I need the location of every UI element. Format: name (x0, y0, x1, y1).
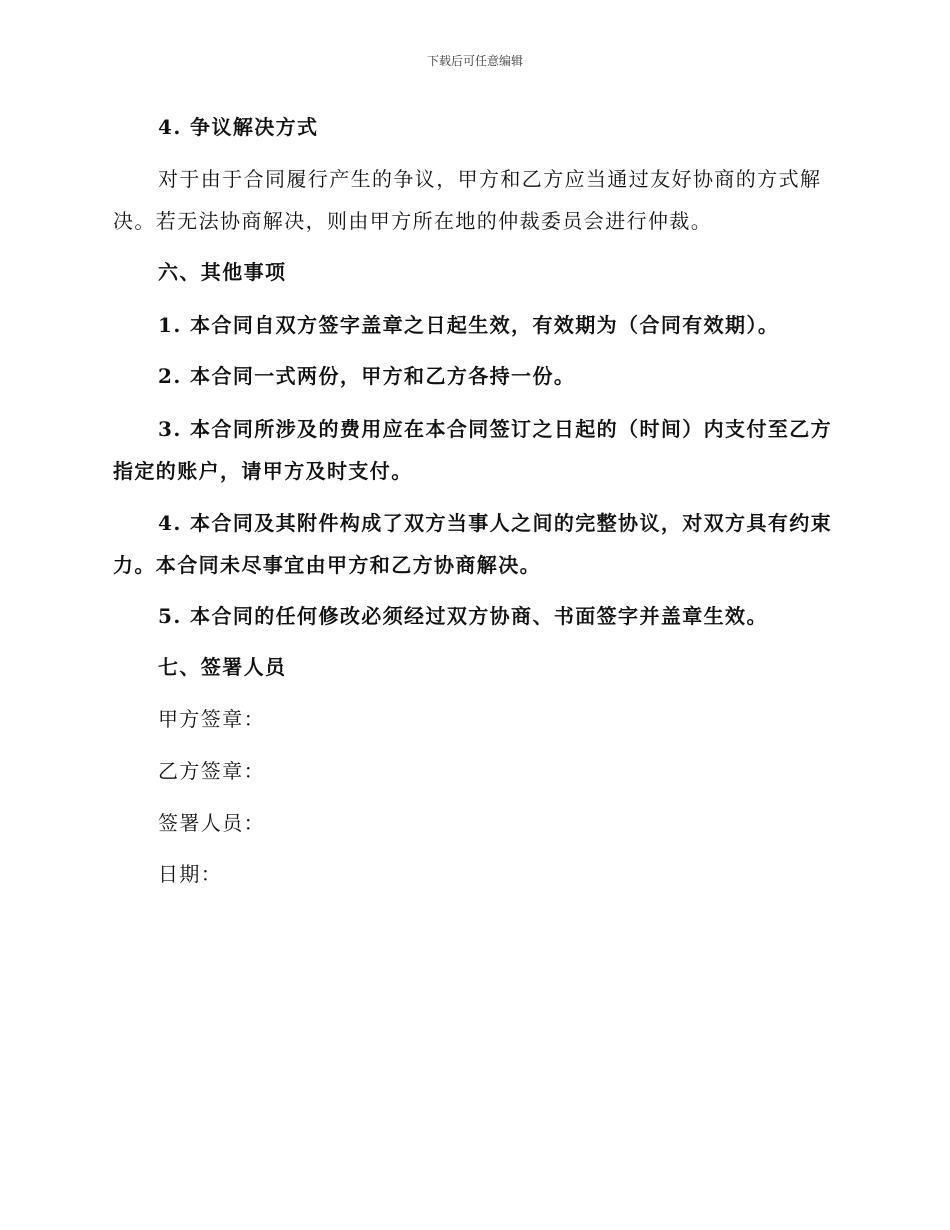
section-heading-signatories: 七、签署人员 (158, 655, 287, 679)
party-b-signature-label: 乙方签章： (158, 759, 265, 783)
other-item-5: 5. 本合同的任何修改必须经过双方协商、书面签字并盖章生效。 (158, 604, 768, 628)
party-a-signature-label: 甲方签章： (158, 707, 265, 731)
page-header-note: 下载后可任意编辑 (426, 54, 523, 68)
other-item-3: 3. 本合同所涉及的费用应在本合同签订之日起的（时间）内支付至乙方指定的账户，请甲方及时支付。 (113, 417, 833, 483)
date-label: 日期： (158, 862, 223, 886)
signer-label: 签署人员： (158, 811, 265, 835)
other-item-2: 2. 本合同一式两份，甲方和乙方各持一份。 (158, 364, 576, 388)
section-heading-other: 六、其他事项 (158, 260, 287, 284)
other-item-4: 4. 本合同及其附件构成了双方当事人之间的完整协议，对双方具有约束力。本合同未尽事宜由甲方和乙方协商解决。 (113, 511, 833, 577)
other-item-1: 1. 本合同自双方签字盖章之日起生效，有效期为（合同有效期）。 (158, 313, 780, 337)
section-heading-dispute: 4. 争议解决方式 (158, 115, 319, 139)
dispute-paragraph: 对于由于合同履行产生的争议，甲方和乙方应当通过友好协商的方式解决。若无法协商解决，则由甲方所在地的仲裁委员会进行仲裁。 (113, 167, 822, 233)
